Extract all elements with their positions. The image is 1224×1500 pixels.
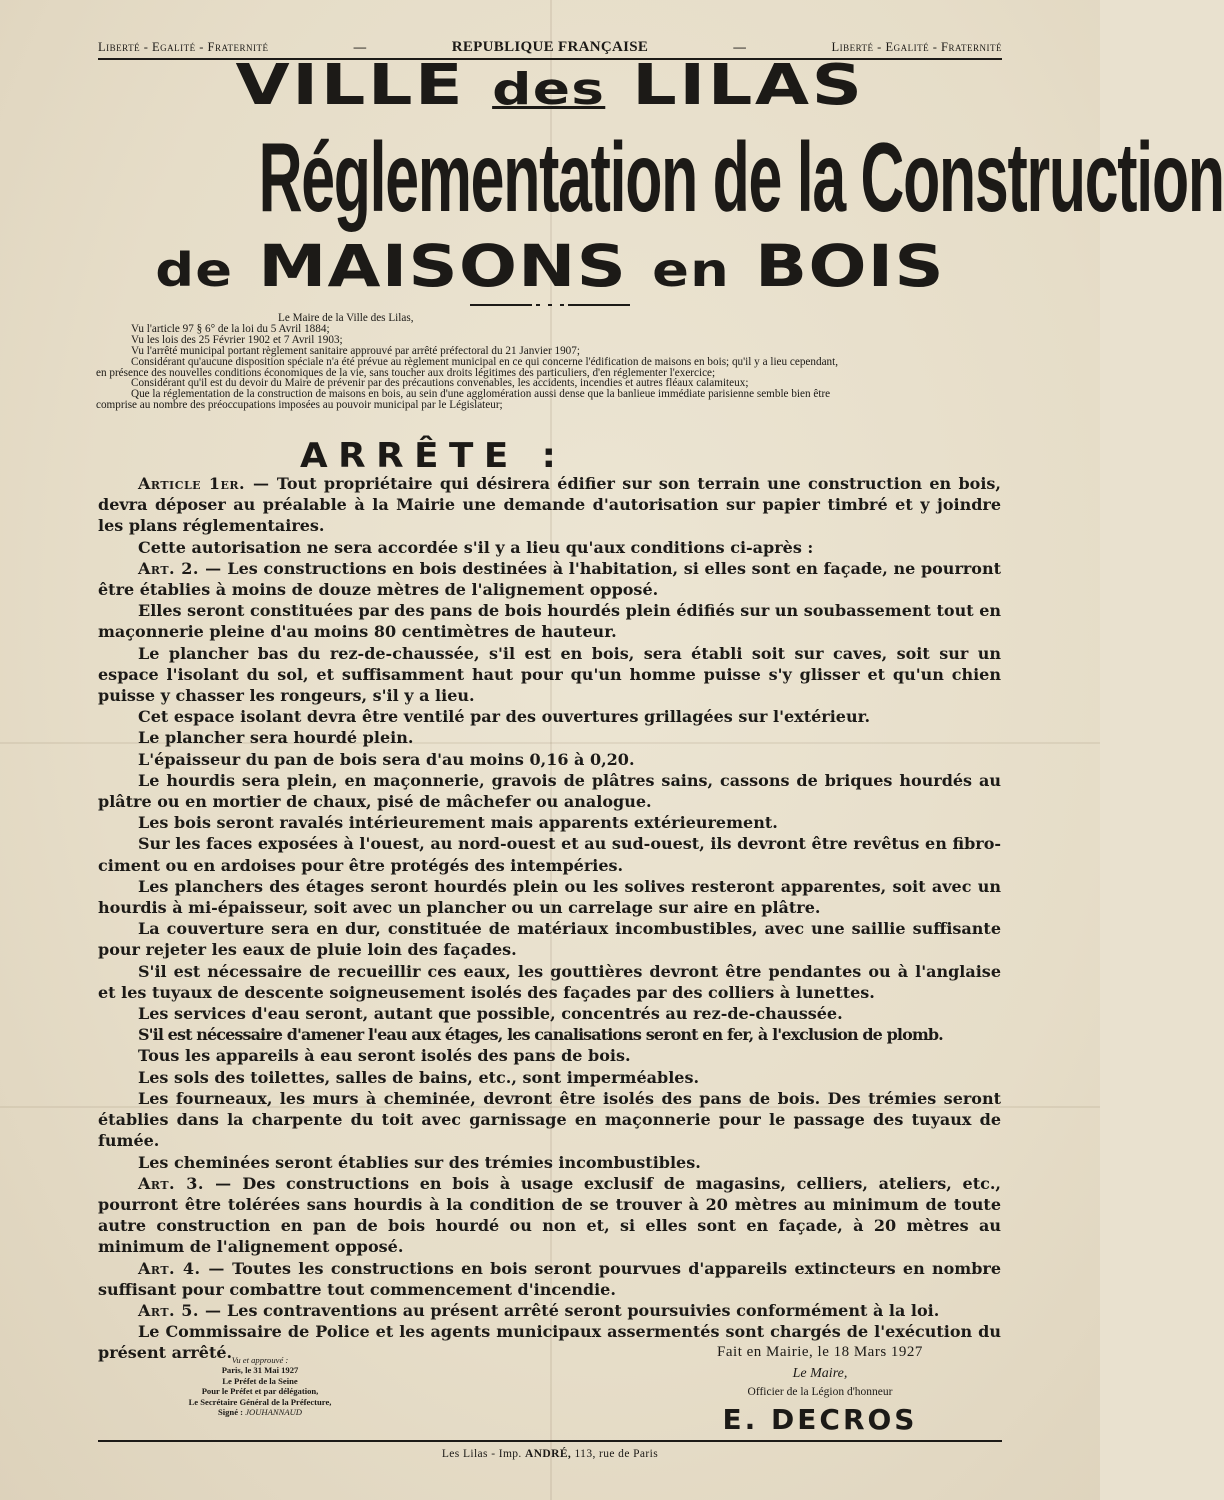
article-2 [98,558,1001,600]
mayor-rank: Officier de la Légion d'honneur [747,1386,893,1398]
arrete-heading: ARRÊTE : [300,436,567,476]
separator: — [733,39,747,54]
paragraph: Cet espace isolant devra être ventilé par des ouvertures grillagées sur l'extérieur. [138,707,871,727]
republic-header [98,38,1002,56]
subtitle-en: en [652,243,730,297]
preamble-line: Que la réglementation de la construction de maisons en bois, au sein d'une agglomération aussi dense que la banlieue immédiate parisienne semble bien être [131,388,831,401]
approval-line: Le Préfet de la Seine [222,1375,298,1386]
preamble-line: Considérant qu'il est du devoir du Maire de prévenir par des précautions convenables, les accidents, incendies et autres fléaux calamiteux; [131,377,749,390]
paragraph: Cette autorisation ne sera accordée s'il y a lieu qu'aux conditions ci-après : [138,537,814,557]
article-text: Les contraventions au présent arrêté seront poursuivies conformément à la loi. [227,1300,940,1320]
article-text: Les constructions en bois destinées à l'habitation, si elles sont en façade, ne pourront être établies à moins de douze mètres de l'alignement opposé. [98,558,1001,600]
paragraph: Les services d'eau seront, autant que possible, concentrés au rez-de-chaussée. [138,1004,843,1024]
article-label: Art. 5. — [138,1300,222,1320]
preamble-line: Vu les lois des 25 Février 1902 et 7 Avril 1903; [131,333,343,346]
articles [98,473,1001,1364]
subtitle-maisons: MAISONS [258,232,628,300]
paragraph: L'épaisseur du pan de bois sera d'au moins 0,16 à 0,20. [138,749,635,769]
city-name: LILAS [632,53,865,118]
main-title: Réglementation de la Construction [258,122,1224,232]
subtitle-de: de [155,243,234,297]
paragraph: Les planchers des étages seront hourdés plein ou les solives resteront apparentes, soit avec un hourdis à mi-épaisseur, soit avec un plancher ou un carrelage sur aire en plâtre. [98,876,1001,918]
article-label: Art. 4. — [138,1258,225,1278]
city-word: VILLE [235,53,466,118]
article-label: Art. 3. — [138,1173,232,1193]
paragraph: Les bois seront ravalés intérieurement mais apparents extérieurement. [138,813,778,833]
article-1 [98,473,1001,537]
article-text: Toutes les constructions en bois seront pourvues d'appareils extincteurs en nombre suffisant pour combattre tout commencement d'incendie. [98,1258,1001,1299]
paragraph: Le hourdis sera plein, en maçonnerie, gravois de plâtres sains, cassons de briques hourdés au plâtre ou en mortier de chaux, pisé de mâchefer ou analogue. [98,770,1001,812]
separator: — [353,39,367,54]
paragraph: La couverture sera en dur, constituée de matériaux incombustibles, avec une saillie suffisante pour rejeter les eaux de pluie loin des façades. [98,919,1001,960]
preamble-line: Considérant qu'aucune disposition spéciale n'a été prévue au règlement municipal en ce qui concerne l'édification de maisons en bois; qu'il y a lieu cependant, [131,355,839,368]
article-5 [98,1300,1001,1321]
paragraph: Sur les faces exposées à l'ouest, au nord-ouest et au sud-ouest, ils devront être revêtus en fibro-ciment ou en ardoises pour être protégés des intempéries. [98,834,1001,875]
approval-line [150,1407,370,1417]
printer-address: 113, rue de Paris [574,1448,659,1460]
article-text: Tout propriétaire qui désirera édifier sur son terrain une construction en bois, devra déposer au préalable à la Mairie une demande d'autorisation sur papier timbré et y joindre les plans réglementaires. [98,474,1002,536]
approval-signed-label: Signé : [217,1407,244,1418]
preamble-line: Le Maire de la Ville des Lilas, [278,312,414,324]
motto-left: Liberté - Egalité - Fraternité [98,39,269,54]
motto-right: Liberté - Egalité - Fraternité [831,39,1002,54]
article-label: Article 1er. — [138,474,270,493]
paragraph: Les sols des toilettes, salles de bains, etc., sont imperméables. [138,1067,700,1087]
preamble [96,313,1004,411]
article-4 [98,1258,1001,1300]
article-3 [98,1173,1001,1258]
paragraph: S'il est nécessaire d'amener l'eau aux étages, les canalisations seront en fer, à l'exclusion de plomb. [138,1025,943,1045]
printer-line [98,1448,1002,1464]
approval-signatory: JOUHANNAUD [245,1407,303,1418]
paragraph: Les cheminées seront établies sur des trémies incombustibles. [138,1152,701,1172]
bottom-rule [98,1440,1002,1442]
paragraph: S'il est nécessaire de recueillir ces eaux, les gouttières devront être pendantes ou à l'anglaise et les tuyaux de descente soigneusement isolés des façades par des colliers à lunettes. [98,961,1001,1002]
preamble-line: Vu l'arrêté municipal portant règlement sanitaire approuvé par arrêté préfectoral du 21 Janvier 1907; [131,344,580,357]
mayor-signature [640,1340,1000,1440]
paragraph: Le plancher bas du rez-de-chaussée, s'il est en bois, sera établi soit sur caves, soit sur un espace l'isolant du sol, et suffisamment haut pour qu'un homme puisse s'y glisser et qu'un chien puisse y chasser les rongeurs, s'il y a lieu. [98,643,1001,706]
article-label: Art. 2. — [138,558,222,578]
approval-line: Paris, le 31 Mai 1927 [221,1365,299,1376]
title-ornament [470,303,630,307]
approval-line: Vu et approuvé : [231,1355,289,1365]
city-title [0,53,1115,118]
paragraph: Tous les appareils à eau seront isolés des pans de bois. [138,1046,631,1066]
paragraph: Le Commissaire de Police et les agents municipaux assermentés sont chargés de l'exécution du présent arrêté. [98,1322,1001,1363]
paragraph: Elles seront constituées par des pans de bois hourdés plein édifiés sur un soubassement tout en maçonnerie pleine d'au moins 80 centimètres de hauteur. [98,601,1001,642]
approval-line: Le Secrétaire Général de la Préfecture, [188,1396,332,1407]
printer-name: ANDRÉ, [525,1448,572,1460]
place-date: Fait en Mairie, le 18 Mars 1927 [717,1344,923,1360]
preamble-line: en présence des nouvelles conditions économiques de la vie, sans toucher aux droits légitimes des particuliers, d'en réglementer l'exercice; [96,366,716,379]
prefecture-approval [150,1355,370,1417]
article-text: Des constructions en bois à usage exclusif de magasins, celliers, ateliers, etc., pourront être tolérées sans hourdis à la condition de se trouver à 20 mètres au minimum de toute autre construction en pan de bois hourdé ou non et, si elles sont en façade, à 20 mètres au minimum de l'alignement opposé. [98,1173,1001,1257]
republic-label: REPUBLIQUE FRANÇAISE [451,38,649,55]
subtitle-bois: BOIS [754,232,945,300]
preamble-line: Vu l'article 97 § 6° de la loi du 5 Avril 1884; [131,322,330,335]
printer-prefix: Les Lilas - Imp. [441,1448,522,1460]
city-des: des [492,64,606,115]
paragraph: Le plancher sera hourdé plein. [138,728,414,748]
preamble-line: comprise au nombre des préoccupations imposées au pouvoir municipal par le Législateur; [96,399,503,412]
approval-line: Pour le Préfet et par délégation, [201,1386,319,1397]
mayor-name: E. DECROS [722,1403,918,1436]
paragraph: Les fourneaux, les murs à cheminée, devront être isolés des pans de bois. Des trémies seront établies dans la charpente du toit avec garnissage en maçonnerie pour le passage des tuyaux de fumée. [98,1088,1001,1151]
mayor-title: Le Maire, [792,1366,848,1381]
subtitle [17,232,1084,300]
